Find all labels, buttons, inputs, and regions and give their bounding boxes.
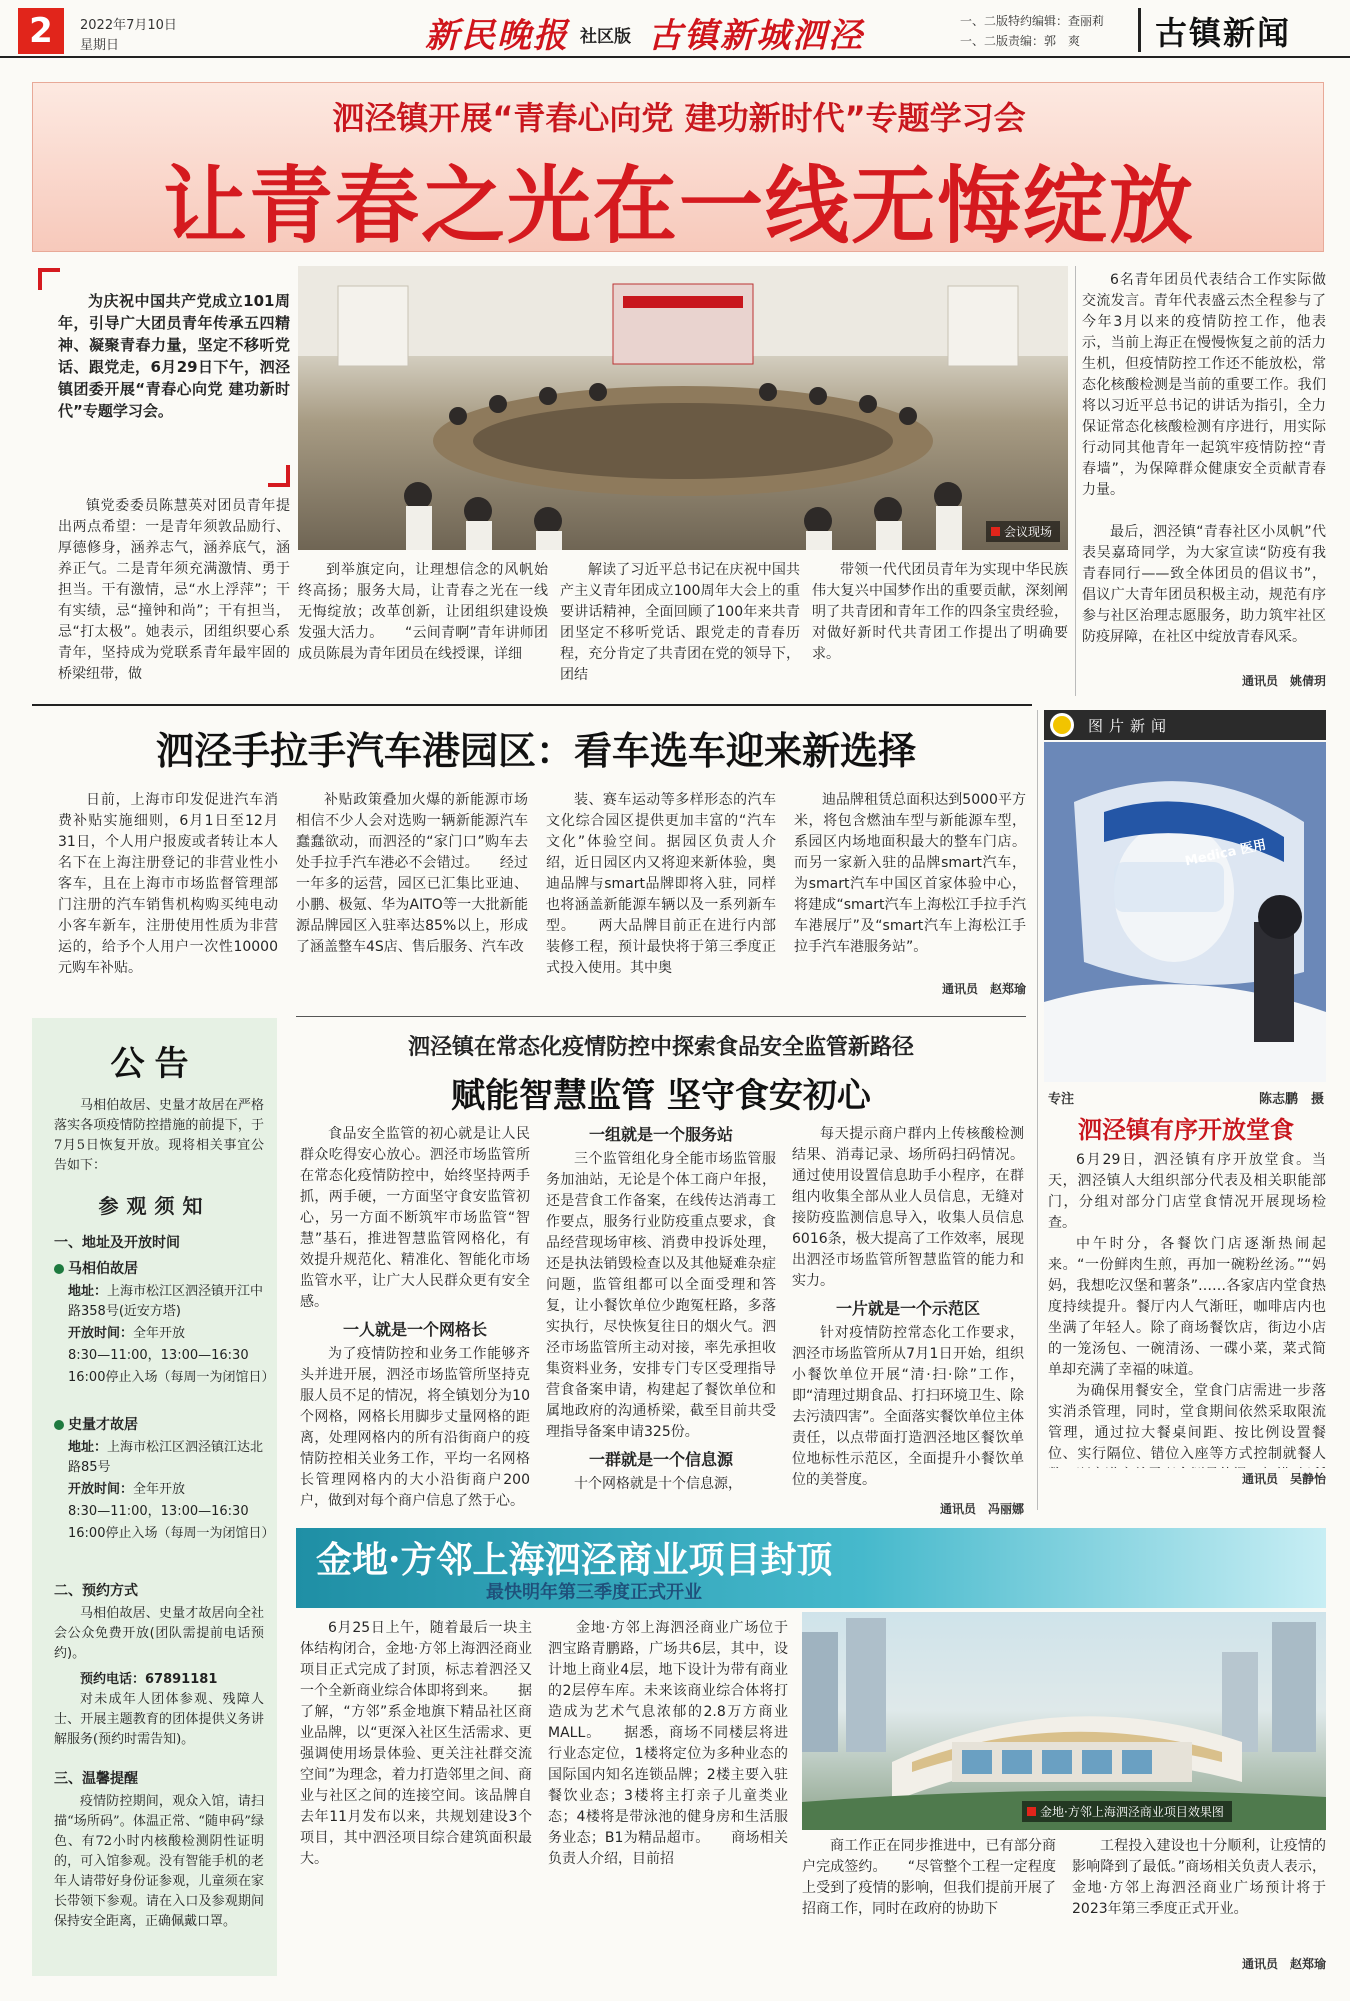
food-byline: 通讯员 冯丽娜: [939, 1502, 1024, 1516]
dining-byline: 通讯员 吴静怡: [1241, 1472, 1326, 1486]
car-col-1: 日前，上海市印发促进汽车消费补贴实施细则，6月1日至12月31日，个人用户报废或者转让本人名下在上海注册登记的非营业性小客车，且在上海市市场监督管理部门注册的汽车销售机构购买纯电动小客车新车，注册使用性质为非营运的，给予个人用户一次性10000元购车补贴。: [58, 792, 278, 976]
food-col-3: [792, 1124, 1024, 1496]
photo-news-image: [1044, 742, 1326, 1082]
lead-banner: [32, 82, 1324, 255]
notice-title: 公告: [110, 1044, 199, 1084]
notice-s2-phone: 预约电话：67891181: [80, 1672, 218, 1687]
editors-line-2: 一、二版责编：郭 爽: [960, 34, 1081, 48]
food-p2: 为了疫情防控和业务工作能够齐头并进开展，泗泾市场监管所坚持克服人员不足的情况，将全镇划分为10个网格，网格长用脚步丈量网格的距离，处理网格内的所有沿街商户的疫情防控相关业务工作，平均一名网格长管理网格内的大小沿街商户200户，做到对每个商户信息了然于心。: [300, 1346, 530, 1509]
dining-headline: 泗泾镇有序开放堂食: [1078, 1115, 1294, 1144]
medical-worker-illustration: [1044, 742, 1326, 1082]
site2-addr-value: 上海市松江区泗泾镇江达北路85号: [68, 1440, 264, 1475]
food-h4: 一片就是一个示范区: [835, 1299, 980, 1318]
site1-time: [68, 1324, 268, 1344]
car-col-3: 装、赛车运动等多样形态的汽车文化综合园区提供更加丰富的“汽车文化”体验空间。据园区负责人介绍，近日园区内又将迎来新体验，奥迪品牌与smart品牌即将入驻，同样也将涵盖新能源车辆以及一系列新车型。 两大品牌目前正在进行内部装修工程，预计最快将于第三季度正式投入使用。其中奥: [546, 792, 776, 976]
dining-p3: 为确保用餐安全，堂食门店需进一步落实消杀管理，同时，堂食期间依然采取限流管理，通过拉大餐桌间距、按比例设置餐位、实行隔位、错位入座等方式控制就餐人: [1048, 1383, 1326, 1462]
meeting-scene-illustration: [298, 266, 1068, 550]
site1-bullet-icon: [54, 1264, 64, 1274]
mall-photo: [802, 1612, 1326, 1830]
food-p5: 每天提示商户群内上传核酸检测结果、消毒记录、场所码扫码情况。通过使用设置信息助手小程序，在群组内收集全部从业人员信息，无缝对接防疫监测信息导入，收集人员信息6016条，极大提高了工作效率，展现出泗泾市场监管所智慧监管的能力和实力。: [792, 1126, 1024, 1289]
header-divider: [1138, 8, 1141, 52]
separator-1: [32, 704, 1032, 706]
issue-date: 2022年7月10日: [80, 18, 177, 33]
site2-address: [68, 1438, 268, 1478]
lead-kicker: 泗泾镇开展“青春心向党 建功新时代”专题学习会: [332, 99, 1026, 137]
site1-address: [68, 1282, 268, 1322]
dining-p2: 中午时分，各餐饮门店逐渐热闹起来。“一份鲜肉生煎，再加一碗粉丝汤。”“妈妈，我想吃汉堡和薯条”……各家店内堂食热度持续提升。餐厅内人气渐旺，咖啡店内也坐满了年轻人。除了商场餐饮店，街边小店的一笼汤包、一碗清汤、一碟小菜，菜式简单却充满了幸福的味道。: [1048, 1236, 1326, 1378]
lead-intro-bracket-end: [268, 465, 290, 487]
food-headline: 赋能智慧监管 坚守食安初心: [451, 1076, 871, 1116]
food-h2: 一组就是一个服务站: [588, 1125, 733, 1144]
meeting-photo-caption: 会议现场: [986, 521, 1060, 542]
site2-stop: 16:00停止入场（每周一为闭馆日）: [68, 1526, 275, 1541]
masthead: [0, 0, 1350, 58]
section-name: 古镇新闻: [1155, 14, 1292, 52]
lead-intro-bracket: [38, 268, 60, 290]
food-p4: 十个网格就是十个信息源，: [574, 1476, 742, 1492]
food-p6: 针对疫情防控常态化工作要求，泗泾市场监管所从7月1日开始，组织小餐饮单位开展“清·扫·除”工作，即“清理过期食品、打扫环境卫生、除去污渍四害”。全面落实餐饮单位主体责任，以点带面打造泗泾地区餐饮单位地标性示范区，全面提升小餐饮单位的美誉度。: [792, 1325, 1024, 1488]
notice-s2-note: 对未成年人团体参观、残障人士、开展主题教育的团体提供义务讲解服务(预约时需告知)。: [54, 1692, 264, 1747]
lead-col-4: 带领一代代团员青年为实现中华民族伟大复兴中国梦作出的重要贡献，深刻阐明了共青团和青年工作的四条宝贵经验，对做好新时代共青团工作提出了明确要求。: [812, 562, 1068, 662]
notice-s3-text: 疫情防控期间，观众入馆，请扫描“场所码”。体温正常、“随申码”绿色、有72小时内核酸检测阴性证明的，可入馆参观。没有智能手机的老年人请带好身份证参观，儿童须在家长带领下参观。请在入口及参观期间保持安全距离，正确佩戴口罩。: [54, 1794, 264, 1929]
lead-col-1: 镇党委委员陈慧英对团员青年提出两点希望：一是青年须敦品励行、厚德修身，涵养志气，涵养底气，涵养正气。二是青年须充满激情、勇于担当。干有激情，忌“水上浮萍”；干有实绩，忌“撞钟和尚”；干有担当，忌“打太极”。她表示，团组织要心系青年，坚持成为党联系青年最牢固的桥梁纽带，做: [58, 498, 290, 682]
site1-time-label: 开放时间：: [68, 1326, 134, 1341]
local-name: 古镇新城泗泾: [648, 16, 864, 56]
car-headline: 泗泾手拉手汽车港园区：看车选车迎来新选择: [155, 728, 916, 773]
notice-s3-title: 三、温馨提醒: [54, 1771, 138, 1787]
face-shield-label: Medica 医用: [1183, 837, 1268, 870]
site1-hours: 8:30—11:00，13:00—16:30: [68, 1348, 249, 1363]
col-rule-lead: [1075, 266, 1076, 696]
notice-s2-title: 二、预约方式: [54, 1583, 138, 1599]
food-p3: 三个监管组化身全能市场监管服务加油站，无论是个体工商户年报，还是营食工作备案，在线传达消毒工作要点，服务行业防疫重点要求，食品经营现场审核、消费申投诉处理，还是执法销毁检查以及其他疑难杂症问题，监管组都可以全面受理和答复，让小餐饮单位少跑冤枉路，多落实执行，尽快恢复往日的烟火气。泗泾市场监管所主动对接，率先承担收集资料业务，安排专门专区受理指导营食备案申请，构建起了餐饮单位和属地政府的沟通桥梁，截至目前共受理指导备案申请325份。: [546, 1151, 776, 1440]
lead-col-2: 到举旗定向，让理想信念的风帆始终高扬；服务大局，让青春之光在一线无悔绽放；改革创新，让团组织建设焕发强大活力。 “云间青啊”青年讲师团成员陈晨为青年团员在线授课，详细: [298, 562, 548, 662]
food-h1: 一人就是一个网格长: [342, 1320, 487, 1339]
lead-right-1: 6名青年团员代表结合工作实际做交流发言。青年代表盛云杰全程参与了今年3月以来的疫情防控工作，他表示，当前上海正在慢慢恢复之前的活力生机，但疫情防控工作还不能放松，常态化核酸检测是当前的重要工作。我们将以习近平总书记的讲话为指引，全力保证常态化核酸检测有序进行，用实际行动同其他青年一起筑牢疫情防控“青春墙”，为保障群众健康安全贡献青春力量。: [1082, 272, 1326, 498]
site1-time-value: 全年开放: [133, 1326, 186, 1341]
editors-line-1: 一、二版特约编辑：查丽莉: [960, 14, 1105, 28]
lead-headline: 让青春之光在一线无悔绽放: [162, 157, 1195, 255]
site1-name: 马相伯故居: [68, 1261, 138, 1277]
car-byline: 通讯员 赵郑瑜: [941, 982, 1026, 996]
site1-addr-label: 地址：: [68, 1284, 108, 1299]
car-col-4: 迪品牌租赁总面积达到5000平方米，将包含燃油车型与新能源车型，系园区内场地面积最大的整车门店。而另一家新入驻的品牌smart汽车，为smart汽车中国区首家体验中心，将建成“smart汽车上海松江手拉手汽车港展厅”及“smart汽车上海松江手拉手汽车港服务站”。: [794, 792, 1026, 955]
site2-addr-label: 地址：: [68, 1440, 108, 1455]
mall-banner: [296, 1528, 1326, 1608]
site2-hours: 8:30—11:00，13:00—16:30: [68, 1504, 249, 1519]
mall-col-1: 6月25日上午，随着最后一块主体结构闭合，金地·方邻上海泗泾商业项目正式完成了封顶，标志着泗泾又一个全新商业综合体即将到来。 据了解，“方邻”系金地旗下精品社区商业品牌，以“更深入社区生活需求、更强调使用场景体验、更关注社群交流空间”为理念，着力打造邻里之间、商业与社区之间的连接空间。该品牌自去年11月发布以来，共规划建设3个项目，其中泗泾项目综合建筑面积最大。: [300, 1620, 532, 1867]
camera-icon: [1050, 713, 1074, 737]
site2-bullet-icon: [54, 1420, 64, 1430]
site2-time: [68, 1480, 268, 1500]
mall-col-2: 金地·方邻上海泗泾商业广场位于泗宝路青鹏路，广场共6层，其中，设计地上商业4层，地下设计为带有商业的2层停车库。未来该商业综合体将打造成为艺术气息浓郁的2.8万方商业MALL。 据悉，商场不同楼层将进行业态定位，1楼将定位为多种业态的国际国内知名连锁品牌；2楼主要入驻餐饮业态；3楼将主打亲子儿童类业态；4楼将是带泳池的健身房和生活服务业态；B1为精品超市。 商场相关负责人介绍，目前招: [548, 1620, 788, 1867]
page-number: 2: [18, 8, 64, 54]
photo-news-caption-left: 专注: [1048, 1092, 1075, 1107]
site2-name: 史量才故居: [68, 1417, 138, 1433]
photo-news-caption-right: 陈志鹏 摄: [1258, 1092, 1324, 1107]
food-kicker: 泗泾镇在常态化疫情防控中探索食品安全监管新路径: [407, 1035, 914, 1060]
lead-byline: 通讯员 姚倩玥: [1241, 674, 1326, 688]
site1-stop: 16:00停止入场（每周一为闭馆日）: [68, 1370, 275, 1385]
mall-subheadline: 最快明年第三季度正式开业: [486, 1582, 702, 1603]
food-h3: 一群就是一个信息源: [588, 1450, 733, 1469]
mall-headline: 金地·方邻上海泗泾商业项目封顶: [316, 1539, 833, 1581]
meeting-photo: [298, 266, 1068, 550]
site2-time-value: 全年开放: [133, 1482, 186, 1497]
lead-right-2: 最后，泗泾镇“青春社区小凤帆”代表吴嘉琦同学，为大家宣读“防疫有我 青春同行——致全体团员的倡议书”，倡议广大青年团员积极主动，规范有序参与社区治理志愿服务，助力筑牢社区防疫屏障，在社区中绽放青春风采。: [1082, 524, 1326, 645]
car-col-2: 补贴政策叠加火爆的新能源市场相信不少人会对选购一辆新能源汽车蠢蠢欲动，而泗泾的“家门口”购车去处手拉手汽车港必不会错过。 经过一年多的运营，园区已汇集比亚迪、小鹏、极氪、华为AITO等一大批新能源品牌园区入驻率达85%以上，形成了涵盖整车4S店、售后服务、汽车改: [296, 792, 528, 955]
dining-body: [1048, 1150, 1326, 1468]
food-col-2: [546, 1124, 776, 1524]
mall-col-4: 工程投入建设也十分顺利，让疫情的影响降到了最低。”商场相关负责人表示，金地·方邻上海泗泾商业广场预计将于2023年第三季度正式开业。: [1072, 1838, 1326, 1917]
lead-col-3: 解读了习近平总书记在庆祝中国共产主义青年团成立100周年大会上的重要讲话精神，全面回顾了100年来共青团坚定不移听党话、跟党走的青春历程，充分肯定了共青团在党的领导下，团结: [560, 562, 800, 683]
edition-label: 社区版: [580, 27, 631, 47]
mall-byline: 通讯员 赵郑瑜: [1241, 1957, 1326, 1971]
paper-name: 新民晚报: [425, 16, 569, 56]
lead-intro: 为庆祝中国共产党成立101周年，引导广大团员青年传承五四精神、凝聚青春力量，坚定不移听党话、跟党走，6月29日下午，泗泾镇团委开展“青春心向党 建功新时代”专题学习会。: [58, 292, 290, 420]
notice-intro: 马相伯故居、史量才故居在严格落实各项疫情防控措施的前提下，于7月5日恢复开放。现将相关事宜公告如下：: [54, 1098, 264, 1173]
food-col-1: [300, 1124, 530, 1514]
notice-box: [32, 1018, 277, 1976]
separator-food: [296, 1016, 1026, 1017]
notice-s2-text: 马相伯故居、史量才故居向全社会公众免费开放(团队需提前电话预约)。: [54, 1606, 264, 1661]
site1-addr-value: 上海市松江区泗泾镇开江中路358号(近安方塔): [68, 1284, 264, 1319]
photo-news-label: 图片新闻: [1088, 717, 1173, 735]
mall-photo-caption: 金地·方邻上海泗泾商业项目效果图: [1022, 1801, 1232, 1822]
notice-subtitle: 参观须知: [98, 1194, 211, 1218]
site2-time-label: 开放时间：: [68, 1482, 134, 1497]
col-rule-photo: [1037, 710, 1038, 1510]
notice-s1-title: 一、地址及开放时间: [54, 1235, 180, 1251]
mall-rendering-illustration: [802, 1612, 1326, 1830]
dining-p1: 6月29日，泗泾镇有序开放堂食。当天，泗泾镇人大组织部分代表及相关职能部门，分组对部分门店堂食情况开展现场检查。: [1048, 1152, 1326, 1231]
food-p1: 食品安全监管的初心就是让人民群众吃得安心放心。泗泾市场监管所在常态化疫情防控中，始终坚持两手抓，两手硬，一方面坚守食安监管初心，另一方面不断筑牢市场监管“智慧”基石，推进智慧监管网格化，有效提升规范化、精准化、智能化市场监管水平，让广大人民群众更有安全感。: [300, 1126, 530, 1310]
issue-weekday: 星期日: [80, 38, 120, 53]
photo-news-tag: [1044, 710, 1326, 740]
mall-col-3: 商工作正在同步推进中，已有部分商户完成签约。 “尽管整个工程一定程度上受到了疫情的影响，但我们提前开展了招商工作，同时在政府的协助下: [802, 1838, 1056, 1917]
